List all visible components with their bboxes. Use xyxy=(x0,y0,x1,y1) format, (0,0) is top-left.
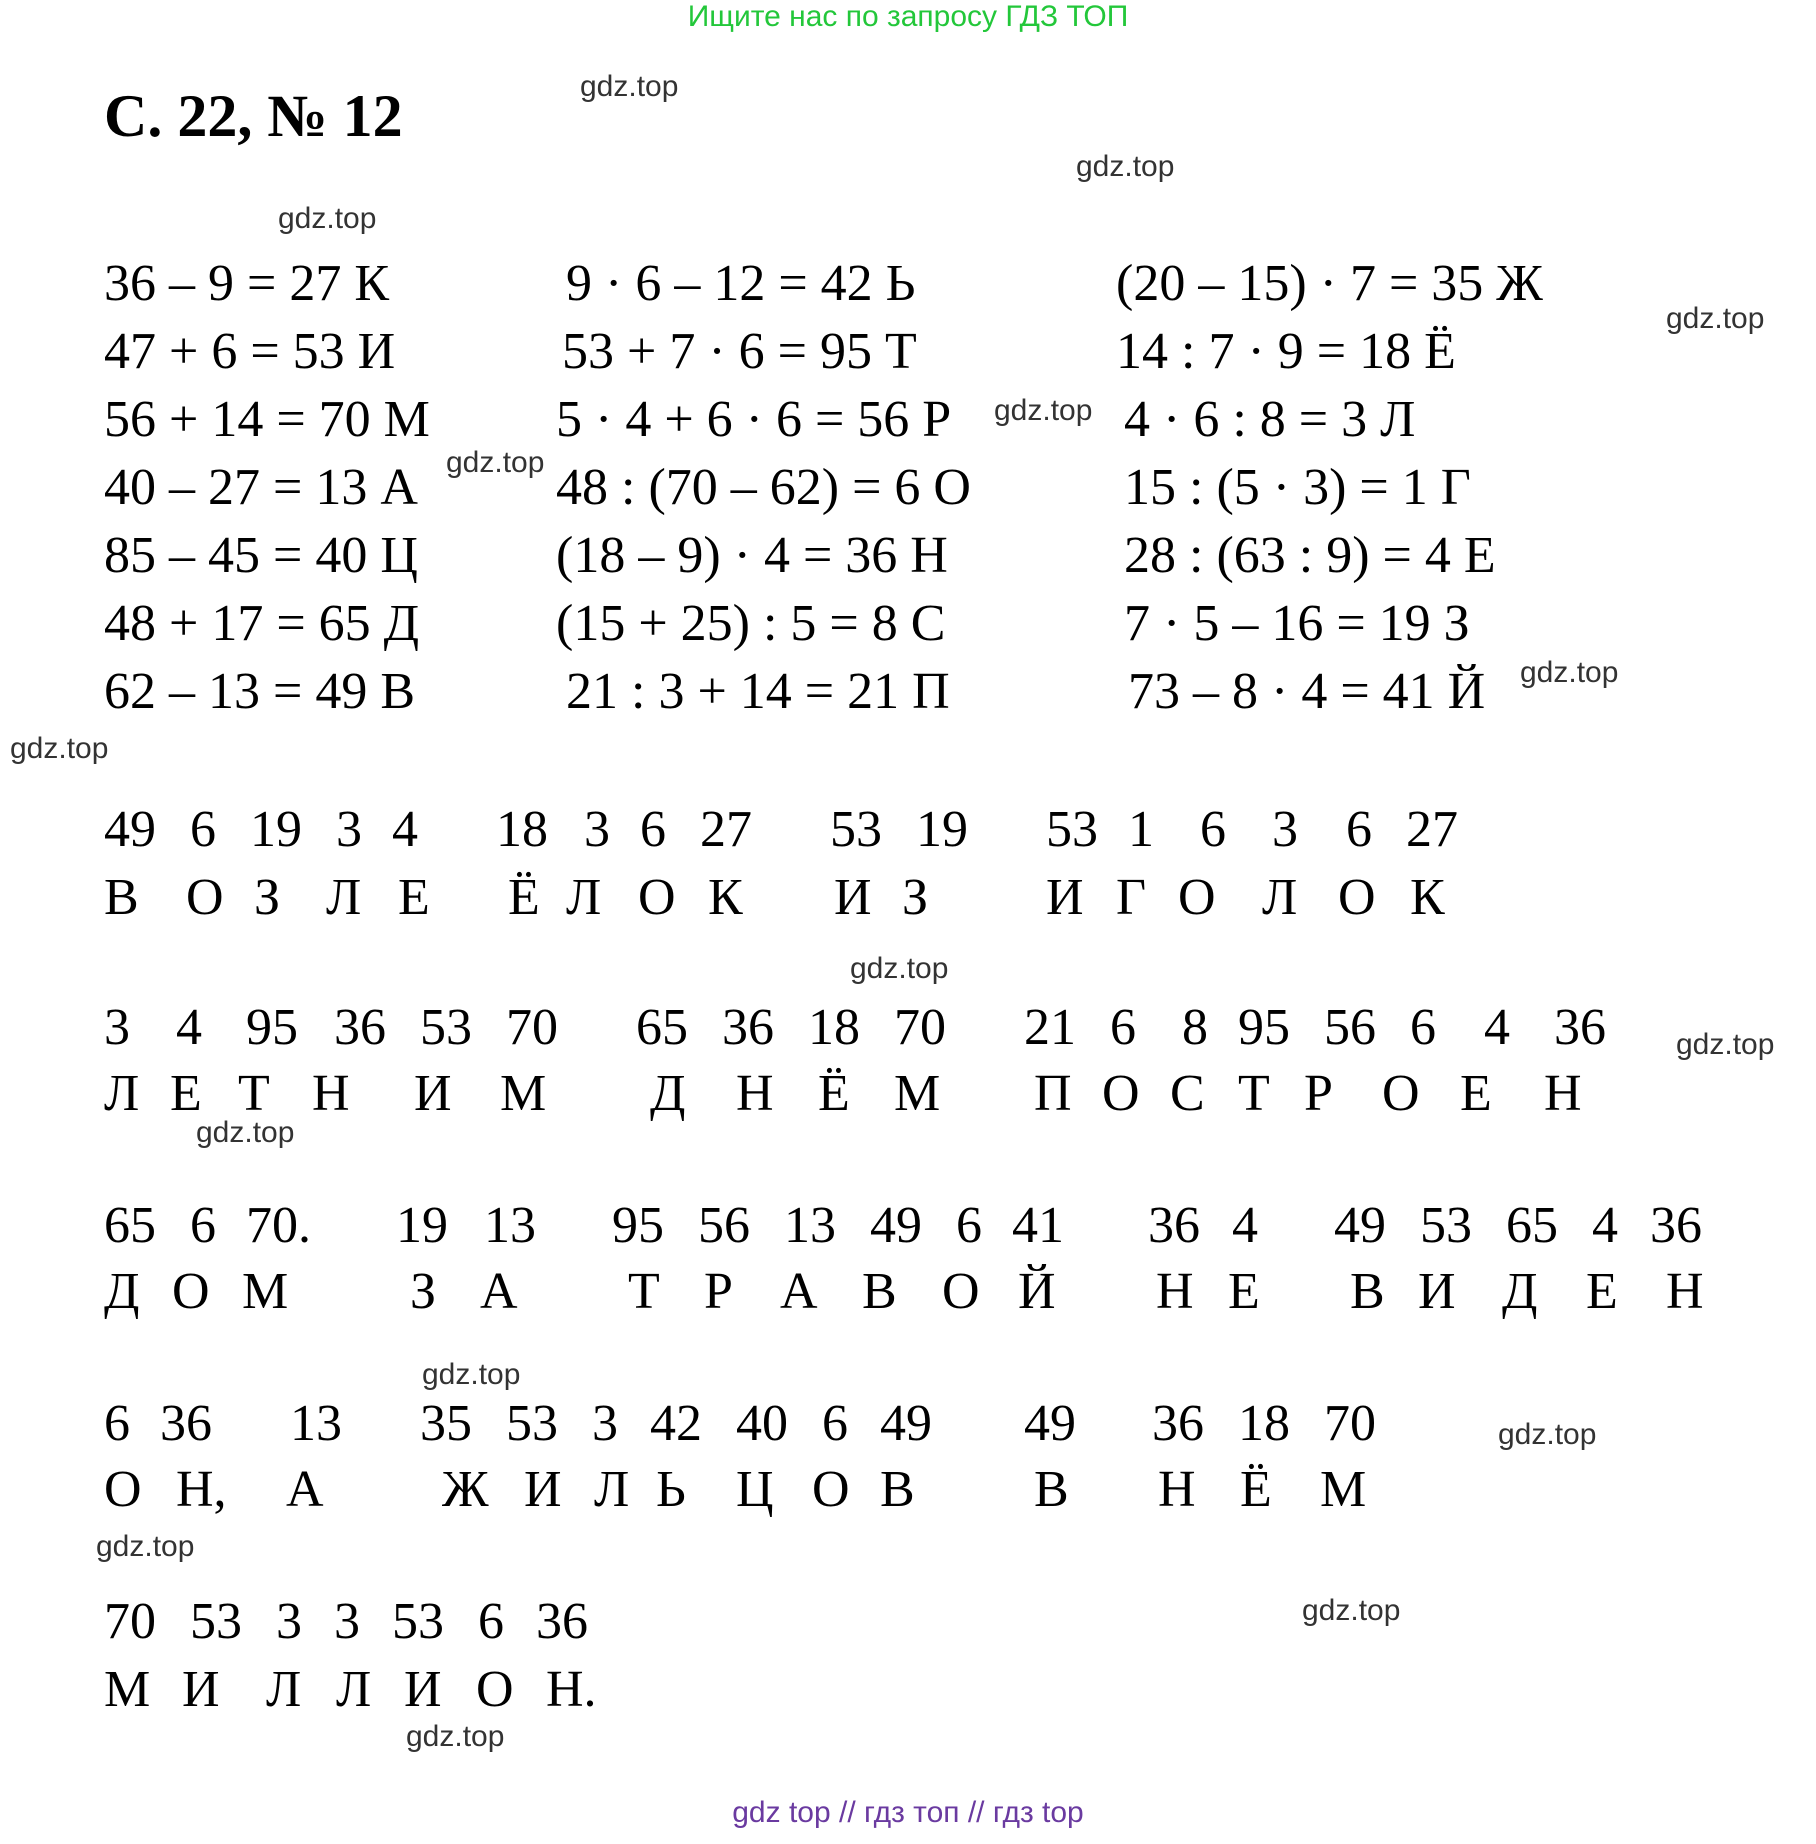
watermark: gdz.top xyxy=(196,1116,295,1149)
code-letter: А xyxy=(480,1263,518,1320)
code-letter: Т xyxy=(628,1263,660,1320)
code-letter: И xyxy=(414,1065,452,1122)
code-letter: Е xyxy=(1228,1263,1260,1320)
code-letter: Н xyxy=(312,1065,350,1122)
code-letter: Н xyxy=(1666,1263,1704,1320)
code-number: 27 xyxy=(700,801,752,858)
code-number: 36 xyxy=(536,1593,588,1650)
code-number: 3 xyxy=(584,801,610,858)
code-number: 95 xyxy=(1238,999,1290,1056)
code-number: 36 xyxy=(1650,1197,1702,1254)
code-number: 19 xyxy=(396,1197,448,1254)
equation: 36 – 9 = 27 К xyxy=(104,255,390,312)
code-letter: С xyxy=(1170,1065,1205,1122)
code-letter: И xyxy=(524,1461,562,1518)
code-letter: О xyxy=(638,869,676,926)
code-number: 49 xyxy=(880,1395,932,1452)
code-letter: Л xyxy=(104,1065,140,1122)
code-number: 3 xyxy=(276,1593,302,1650)
code-letter: Д xyxy=(1502,1263,1538,1320)
code-number: 36 xyxy=(334,999,386,1056)
code-number: 70. xyxy=(246,1197,311,1254)
search-banner: Ищите нас по запросу ГДЗ ТОП xyxy=(687,0,1129,33)
code-letter: И xyxy=(1046,869,1084,926)
code-letter: О xyxy=(1338,869,1376,926)
code-letter: Е xyxy=(1460,1065,1492,1122)
code-letter: Л xyxy=(326,869,362,926)
code-number: 21 xyxy=(1024,999,1076,1056)
code-number: 65 xyxy=(1506,1197,1558,1254)
code-letter: О xyxy=(1102,1065,1140,1122)
watermark: gdz.top xyxy=(994,394,1093,427)
code-number: 6 xyxy=(190,801,216,858)
page-title: С. 22, № 12 xyxy=(104,83,403,149)
code-number: 8 xyxy=(1182,999,1208,1056)
code-letter: Л xyxy=(594,1461,630,1518)
code-number: 65 xyxy=(104,1197,156,1254)
code-number: 27 xyxy=(1406,801,1458,858)
code-number: 4 xyxy=(176,999,202,1056)
code-number: 3 xyxy=(1272,801,1298,858)
code-letter: К xyxy=(708,869,743,926)
footer-link[interactable]: gdz top // гдз топ // гдз top xyxy=(732,1796,1084,1829)
code-letter: О xyxy=(172,1263,210,1320)
equation: 73 – 8 · 4 = 41 Й xyxy=(1128,663,1486,720)
code-letter: Н xyxy=(1158,1461,1196,1518)
equation: 85 – 45 = 40 Ц xyxy=(104,527,418,584)
code-number: 18 xyxy=(808,999,860,1056)
code-letter: Т xyxy=(1238,1065,1270,1122)
equation: 62 – 13 = 49 В xyxy=(104,663,416,720)
code-letter: Н xyxy=(1156,1263,1194,1320)
equation: 56 + 14 = 70 М xyxy=(104,391,430,448)
code-number: 18 xyxy=(496,801,548,858)
code-number: 18 xyxy=(1238,1395,1290,1452)
code-letter: М xyxy=(242,1263,289,1320)
code-number: 4 xyxy=(1232,1197,1258,1254)
code-number: 36 xyxy=(1152,1395,1204,1452)
watermark: gdz.top xyxy=(278,202,377,235)
code-number: 6 xyxy=(1410,999,1436,1056)
decode-letters-row xyxy=(0,1262,1816,1322)
code-letter: И xyxy=(834,869,872,926)
code-letter: П xyxy=(1034,1065,1072,1122)
code-letter: О xyxy=(942,1263,980,1320)
code-letter: Ц xyxy=(736,1461,774,1518)
equation: 40 – 27 = 13 А xyxy=(104,459,418,516)
code-number: 4 xyxy=(392,801,418,858)
code-number: 53 xyxy=(392,1593,444,1650)
code-letter: Р xyxy=(704,1263,733,1320)
code-letter: З xyxy=(410,1263,437,1320)
code-number: 53 xyxy=(190,1593,242,1650)
equation: 5 · 4 + 6 · 6 = 56 Р xyxy=(556,391,952,448)
code-number: 4 xyxy=(1484,999,1510,1056)
equation: (15 + 25) : 5 = 8 С xyxy=(556,595,946,652)
code-letter: О xyxy=(476,1661,514,1718)
watermark: gdz.top xyxy=(406,1720,505,1753)
watermark: gdz.top xyxy=(850,952,949,985)
code-number: 6 xyxy=(190,1197,216,1254)
equation: (20 – 15) · 7 = 35 Ж xyxy=(1116,255,1543,312)
code-number: 3 xyxy=(592,1395,618,1452)
code-number: 49 xyxy=(104,801,156,858)
code-number: 6 xyxy=(1346,801,1372,858)
code-number: 13 xyxy=(290,1395,342,1452)
code-number: 3 xyxy=(334,1593,360,1650)
code-letter: А xyxy=(286,1461,324,1518)
decode-letters-row xyxy=(0,1064,1816,1124)
code-number: 53 xyxy=(506,1395,558,1452)
code-number: 70 xyxy=(104,1593,156,1650)
watermark: gdz.top xyxy=(1520,656,1619,689)
code-number: 19 xyxy=(916,801,968,858)
code-letter: Н xyxy=(1544,1065,1582,1122)
code-letter: Н, xyxy=(176,1461,227,1518)
code-number: 13 xyxy=(784,1197,836,1254)
decode-letters-row xyxy=(0,1660,1816,1720)
code-letter: Е xyxy=(170,1065,202,1122)
code-letter: Ё xyxy=(818,1065,850,1122)
code-letter: З xyxy=(902,869,929,926)
decode-letters-row xyxy=(0,1460,1816,1520)
watermark: gdz.top xyxy=(96,1530,195,1563)
code-number: 36 xyxy=(1148,1197,1200,1254)
code-letter: В xyxy=(1350,1263,1385,1320)
code-letter: Д xyxy=(650,1065,686,1122)
watermark: gdz.top xyxy=(1302,1594,1401,1627)
equation: 47 + 6 = 53 И xyxy=(104,323,396,380)
code-letter: И xyxy=(182,1661,220,1718)
code-number: 70 xyxy=(894,999,946,1056)
code-number: 6 xyxy=(1110,999,1136,1056)
code-number: 70 xyxy=(1324,1395,1376,1452)
code-letter: М xyxy=(894,1065,941,1122)
watermark: gdz.top xyxy=(422,1358,521,1391)
code-letter: Ё xyxy=(508,869,540,926)
code-number: 53 xyxy=(1420,1197,1472,1254)
code-letter: М xyxy=(1320,1461,1367,1518)
code-letter: Л xyxy=(566,869,602,926)
code-number: 4 xyxy=(1592,1197,1618,1254)
code-letter: О xyxy=(1382,1065,1420,1122)
code-letter: О xyxy=(186,869,224,926)
code-letter: Е xyxy=(398,869,430,926)
watermark: gdz.top xyxy=(1498,1418,1597,1451)
code-number: 6 xyxy=(1200,801,1226,858)
code-number: 6 xyxy=(640,801,666,858)
code-letter: М xyxy=(104,1661,151,1718)
decode-numbers-row xyxy=(0,1196,1816,1256)
code-number: 36 xyxy=(722,999,774,1056)
code-number: 53 xyxy=(1046,801,1098,858)
code-letter: М xyxy=(500,1065,547,1122)
code-number: 6 xyxy=(104,1395,130,1452)
code-letter: В xyxy=(880,1461,915,1518)
code-letter: Й xyxy=(1018,1263,1056,1320)
watermark: gdz.top xyxy=(1666,302,1765,335)
code-number: 95 xyxy=(246,999,298,1056)
code-number: 36 xyxy=(160,1395,212,1452)
equation: 48 : (70 – 62) = 6 О xyxy=(556,459,971,516)
equation: 7 · 5 – 16 = 19 З xyxy=(1124,595,1470,652)
equation: 14 : 7 · 9 = 18 Ё xyxy=(1116,323,1456,380)
equation: 15 : (5 · 3) = 1 Г xyxy=(1124,459,1471,516)
watermark: gdz.top xyxy=(446,446,545,479)
code-number: 49 xyxy=(870,1197,922,1254)
code-letter: И xyxy=(404,1661,442,1718)
code-letter: Д xyxy=(104,1263,140,1320)
code-number: 36 xyxy=(1554,999,1606,1056)
code-letter: Н xyxy=(736,1065,774,1122)
equation: 48 + 17 = 65 Д xyxy=(104,595,420,652)
equation: 21 : 3 + 14 = 21 П xyxy=(566,663,950,720)
code-letter: О xyxy=(104,1461,142,1518)
code-number: 3 xyxy=(104,999,130,1056)
decode-numbers-row xyxy=(0,1592,1816,1652)
code-number: 49 xyxy=(1334,1197,1386,1254)
code-letter: Ж xyxy=(442,1461,489,1518)
code-number: 65 xyxy=(636,999,688,1056)
code-letter: А xyxy=(780,1263,818,1320)
code-letter: Ь xyxy=(656,1461,686,1518)
code-letter: Л xyxy=(336,1661,372,1718)
code-letter: Л xyxy=(266,1661,302,1718)
code-number: 70 xyxy=(506,999,558,1056)
code-letter: О xyxy=(812,1461,850,1518)
decode-numbers-row xyxy=(0,800,1816,860)
code-letter: О xyxy=(1178,869,1216,926)
code-number: 95 xyxy=(612,1197,664,1254)
equation: 4 · 6 : 8 = 3 Л xyxy=(1124,391,1416,448)
code-number: 6 xyxy=(478,1593,504,1650)
code-letter: З xyxy=(254,869,281,926)
decode-letters-row xyxy=(0,868,1816,928)
code-number: 42 xyxy=(650,1395,702,1452)
code-number: 53 xyxy=(830,801,882,858)
code-letter: В xyxy=(862,1263,897,1320)
code-letter: Г xyxy=(1116,869,1147,926)
code-number: 13 xyxy=(484,1197,536,1254)
code-letter: Т xyxy=(238,1065,270,1122)
code-letter: Ё xyxy=(1240,1461,1272,1518)
watermark: gdz.top xyxy=(1076,150,1175,183)
code-letter: Р xyxy=(1304,1065,1333,1122)
code-letter: К xyxy=(1410,869,1445,926)
code-number: 1 xyxy=(1128,801,1154,858)
code-number: 35 xyxy=(420,1395,472,1452)
code-number: 56 xyxy=(698,1197,750,1254)
watermark: gdz.top xyxy=(1676,1028,1775,1061)
equation: 53 + 7 · 6 = 95 Т xyxy=(562,323,917,380)
code-number: 3 xyxy=(336,801,362,858)
code-letter: В xyxy=(1034,1461,1069,1518)
code-letter: Е xyxy=(1586,1263,1618,1320)
code-number: 19 xyxy=(250,801,302,858)
code-number: 56 xyxy=(1324,999,1376,1056)
watermark: gdz.top xyxy=(580,70,679,103)
code-number: 53 xyxy=(420,999,472,1056)
decode-numbers-row xyxy=(0,998,1816,1058)
code-letter: Н. xyxy=(546,1661,597,1718)
equation: 28 : (63 : 9) = 4 Е xyxy=(1124,527,1496,584)
code-number: 41 xyxy=(1012,1197,1064,1254)
code-number: 49 xyxy=(1024,1395,1076,1452)
code-letter: И xyxy=(1418,1263,1456,1320)
equation: (18 – 9) · 4 = 36 Н xyxy=(556,527,948,584)
watermark: gdz.top xyxy=(10,732,109,765)
equation: 9 · 6 – 12 = 42 Ь xyxy=(566,255,916,312)
code-number: 6 xyxy=(956,1197,982,1254)
code-number: 6 xyxy=(822,1395,848,1452)
code-letter: В xyxy=(104,869,139,926)
code-number: 40 xyxy=(736,1395,788,1452)
code-letter: Л xyxy=(1262,869,1298,926)
